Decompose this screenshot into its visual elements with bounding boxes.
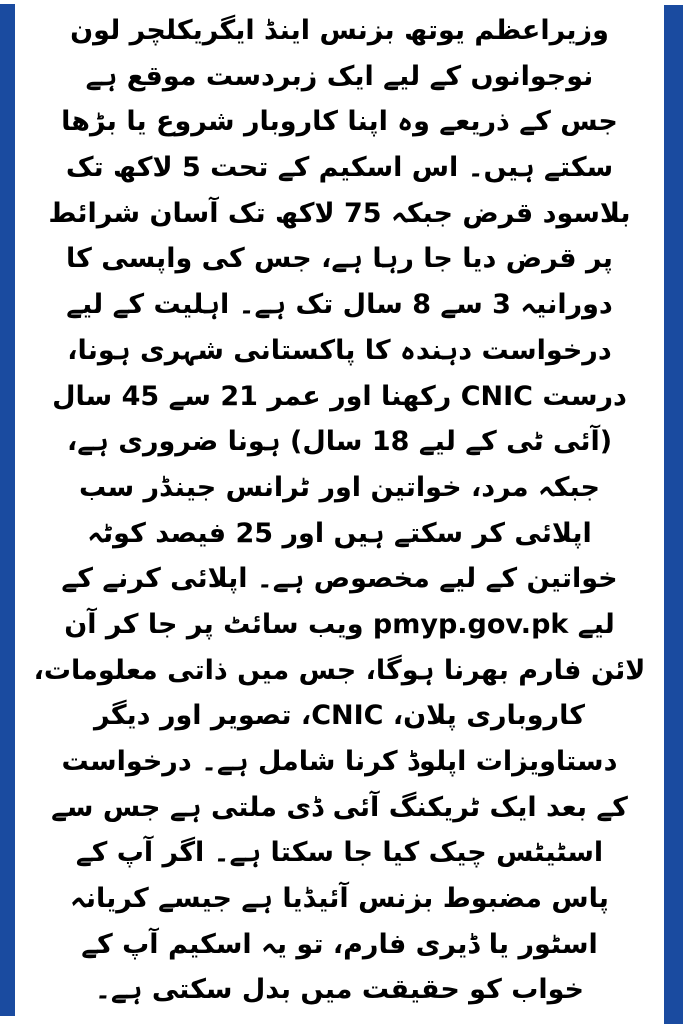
text-line: دورانیہ 3 سے 8 سال تک ہے۔ اہلیت کے لیے <box>66 289 613 321</box>
text-line: کاروباری پلان، CNIC، تصویر اور دیگر <box>94 700 585 732</box>
text-line: پر قرض دیا جا رہا ہے، جس کی واپسی کا <box>66 243 613 275</box>
text-line: نوجوانوں کے لیے ایک زبردست موقع ہے <box>85 60 594 92</box>
text-line: پاس مضبوط بزنس آئیڈیا ہے جیسے کریانہ <box>70 883 609 915</box>
left-border-stripe <box>0 4 15 1016</box>
text-line: اپلائی کر سکتے ہیں اور 25 فیصد کوٹہ <box>87 517 592 549</box>
text-line: اسٹور یا ڈیری فارم، تو یہ اسکیم آپ کے <box>81 928 598 960</box>
text-line: کے بعد ایک ٹریکنگ آئی ڈی ملتی ہے جس سے <box>51 791 628 823</box>
text-line: دستاویزات اپلوڈ کرنا شامل ہے۔ درخواست <box>61 746 618 777</box>
text-line: جبکہ مرد، خواتین اور ٹرانس جینڈر سب <box>79 471 600 503</box>
text-line: درخواست دہندہ کا پاکستانی شہری ہونا، <box>67 334 612 366</box>
text-line: لائن فارم بھرنا ہوگا، جس میں ذاتی معلومات، <box>33 654 646 686</box>
text-line: لیے pmyp.gov.pk ویب سائٹ پر جا کر آن <box>64 608 615 640</box>
article-text <box>15 5 664 1024</box>
text-line: اسٹیٹس چیک کیا جا سکتا ہے۔ اگر آپ کے <box>75 837 604 869</box>
text-line: وزیراعظم یوتھ بزنس اینڈ ایگریکلچر لون <box>70 15 609 46</box>
text-line: خواتین کے لیے مخصوص ہے۔ اپلائی کرنے کے <box>61 563 618 595</box>
text-line: بلاسود قرض جبکہ 75 لاکھ تک آسان شرائط <box>48 197 631 229</box>
text-line: درست CNIC رکھنا اور عمر 21 سے 45 سال <box>52 380 627 412</box>
right-border-stripe <box>664 5 683 1024</box>
text-line: (آئی ٹی کے لیے 18 سال) ہونا ضروری ہے، <box>66 426 613 458</box>
text-line: جس کے ذریعے وہ اپنا کاروبار شروع یا بڑھا <box>61 106 618 138</box>
text-line: سکتے ہیں۔ اس اسکیم کے تحت 5 لاکھ تک <box>65 152 614 184</box>
text-line: خواب کو حقیقت میں بدل سکتی ہے۔ <box>95 974 584 1006</box>
